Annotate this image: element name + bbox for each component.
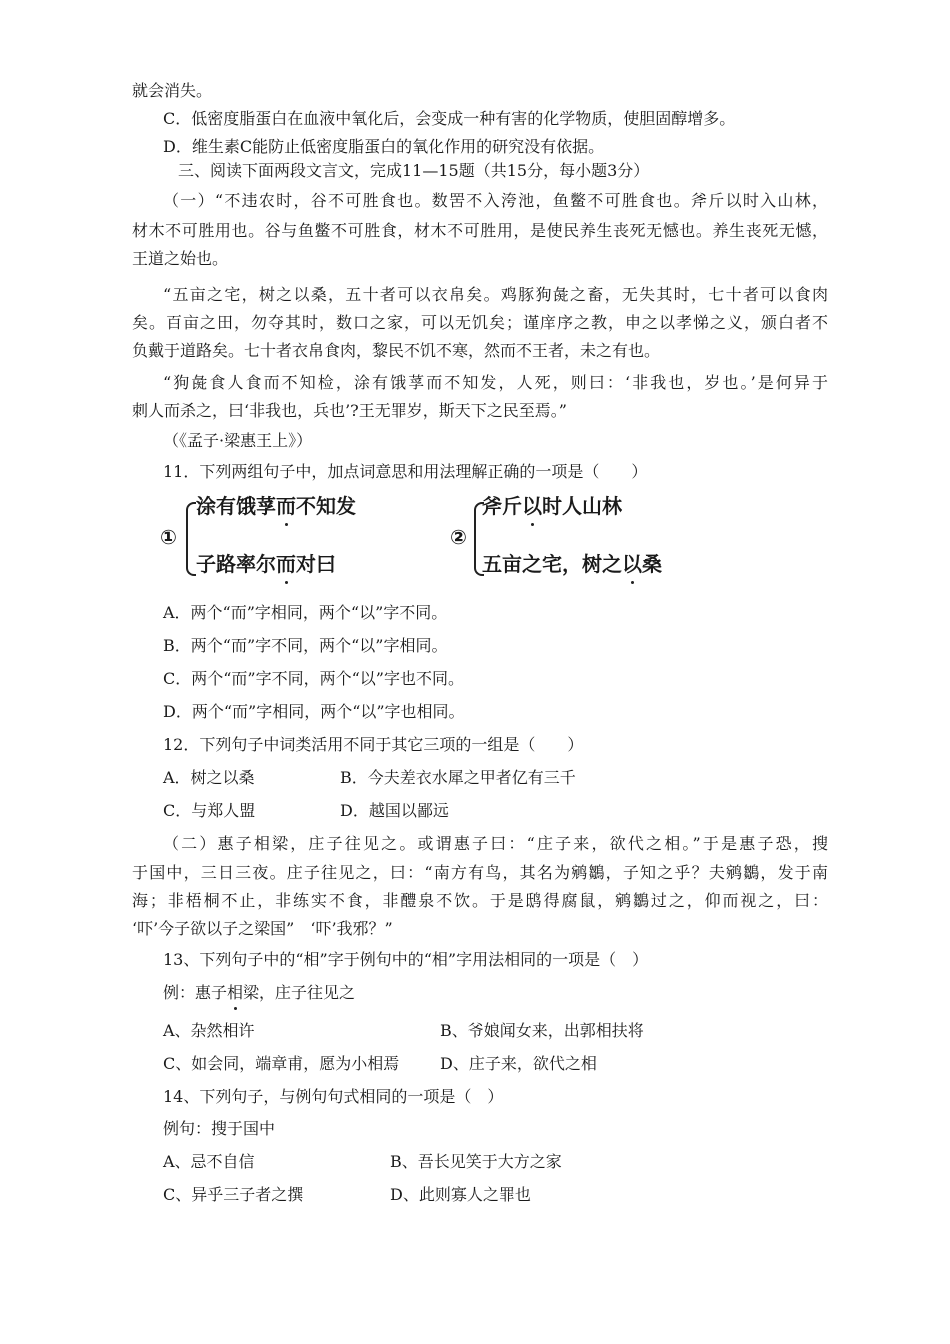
option-c: C、如会同，端章甫，愿为小相焉 (163, 1054, 400, 1073)
passage-1-line: （一）“不违农时，谷不可胜食也。数罟不入洿池，鱼鳖不可胜食也。斧斤以时入山林， (163, 191, 828, 210)
option-d: D、庄子来，欲代之相 (440, 1054, 597, 1073)
option-b: B、吾长见笑于大方之家 (390, 1152, 562, 1171)
brace-icon (186, 502, 196, 576)
passage-3-line: “狗彘食人食而不知检，涂有饿莩而不知发，人死，则曰：‘非我也，岁也。’是何异于 (163, 373, 828, 392)
text-line: 就会消失。 (132, 81, 213, 100)
emphasis-dot-char: 以 (622, 552, 642, 576)
section-heading: 三、阅读下面两段文言文，完成11—15题（共15分，每小题3分） (178, 161, 650, 180)
passage-2-line: “五亩之宅，树之以桑，五十者可以衣帛矣。鸡豚狗彘之畜，无失其时，七十者可以食肉 (163, 285, 828, 304)
option-d: D．两个“而”字相同，两个“以”字也相同。 (163, 702, 465, 721)
passage-4-line: ‘吓’今子欲以子之梁国” ‘吓’我邪？” (132, 919, 393, 938)
passage-1-line: 材木不可胜用也。谷与鱼鳖不可胜食，材木不可胜用，是使民养生丧死无憾也。养生丧死无憾， (132, 221, 828, 240)
group-2-sentence-2: 五亩之宅，树之以桑 (482, 552, 662, 576)
group-2-sentence-1: 斧斤以时人山林 (482, 494, 622, 518)
question-13: 13、下列句子中的“相”字于例句中的“相”字用法相同的一项是（ ） (163, 950, 649, 969)
option-a: A、忌不自信 (163, 1152, 255, 1171)
group-1-number: ① (160, 525, 177, 549)
question-13-example: 例：惠子相梁，庄子往见之 (163, 983, 356, 1002)
question-11-figure (160, 488, 660, 588)
option-d: D．维生素C能防止低密度脂蛋白的氧化作用的研究没有依据。 (163, 137, 605, 156)
option-c: C．与郑人盟 (163, 801, 256, 820)
question-14: 14、下列句子，与例句句式相同的一项是（ ） (163, 1087, 504, 1106)
option-c: C．两个“而”字不同，两个“以”字也不同。 (163, 669, 464, 688)
passage-4-line: 海；非梧桐不止，非练实不食，非醴泉不饮。于是鸱得腐鼠，鹓鶵过之，仰而视之，曰： (132, 891, 828, 910)
passage-3-line: 刺人而杀之，曰‘非我也，兵也’?王无罪岁，斯天下之民至焉。” (132, 401, 567, 420)
emphasis-dot-char: 而 (276, 494, 296, 518)
group-1-sentence-1: 涂有饿莩而不知发 (196, 494, 356, 518)
option-c: C、异乎三子者之撰 (163, 1185, 304, 1204)
question-14-example: 例句：搜于国中 (163, 1119, 276, 1138)
option-a: A．两个“而”字相同，两个“以”字不同。 (163, 603, 448, 622)
option-b: B．两个“而”字不同，两个“以”字相同。 (163, 636, 448, 655)
passage-2-line: 矣。百亩之田，勿夺其时，数口之家，可以无饥矣；谨庠序之教，申之以孝悌之义，颁白者不 (132, 313, 828, 332)
option-b: B．今夫差衣水犀之甲者亿有三千 (340, 768, 576, 787)
option-a: A、杂然相许 (163, 1021, 255, 1040)
source-citation: （《孟子·梁惠王上》） (163, 431, 313, 450)
emphasis-dot-char: 相 (227, 983, 244, 1002)
option-c: C．低密度脂蛋白在血液中氧化后，会变成一种有害的化学物质，使胆固醇增多。 (163, 109, 736, 128)
question-12: 12．下列句子中词类活用不同于其它三项的一组是（ ） (163, 735, 584, 754)
emphasis-dot-char: 以 (522, 494, 542, 518)
group-2-number: ② (450, 525, 467, 549)
emphasis-dot-char: 而 (276, 552, 296, 576)
group-1-sentence-2: 子路率尔而对曰 (196, 552, 336, 576)
option-d: D．越国以鄙远 (340, 801, 449, 820)
option-b: B、爷娘闻女来，出郭相扶将 (440, 1021, 644, 1040)
option-d: D、此则寡人之罪也 (390, 1185, 531, 1204)
question-11: 11．下列两组句子中，加点词意思和用法理解正确的一项是（ ） (163, 462, 648, 481)
passage-4-line: （二）惠子相梁，庄子往见之。或谓惠子曰：“庄子来，欲代之相。”于是惠子恐，搜 (163, 834, 828, 853)
passage-1-line: 王道之始也。 (132, 249, 229, 268)
passage-2-line: 负戴于道路矣。七十者衣帛食肉，黎民不饥不寒，然而不王者，未之有也。 (132, 341, 661, 360)
passage-4-line: 于国中，三日三夜。庄子往见之，曰：“南方有鸟，其名为鹓鶵，子知之乎？夫鹓鶵，发于南 (132, 863, 828, 882)
option-a: A．树之以桑 (163, 768, 255, 787)
